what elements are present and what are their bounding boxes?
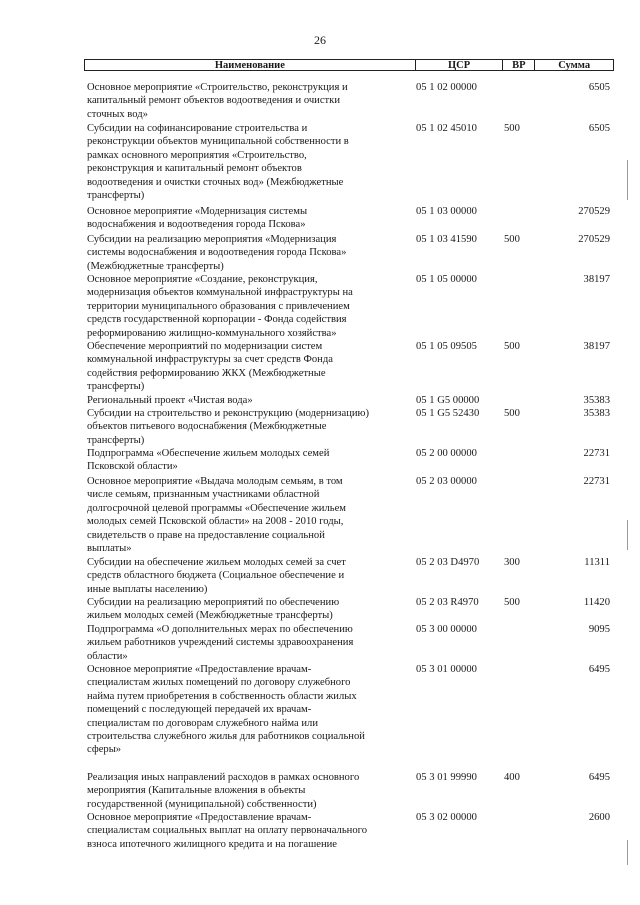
row-name-line: Основное мероприятие «Строительство, реконструкция и bbox=[87, 82, 348, 93]
row-sum: 22731 bbox=[583, 476, 610, 487]
table-row bbox=[84, 447, 614, 474]
row-vr bbox=[504, 394, 536, 407]
row-vr bbox=[504, 273, 536, 340]
row-name-line: иные выплаты населению) bbox=[87, 583, 208, 595]
row-csr: 05 2 03 R4970 bbox=[416, 597, 479, 608]
row-vr: 500 bbox=[504, 341, 520, 352]
row-csr: 05 2 03 D4970 bbox=[416, 557, 480, 568]
row-vr: 500 bbox=[504, 597, 520, 608]
row-csr: 05 1 G5 52430 bbox=[416, 408, 480, 419]
table-row bbox=[84, 205, 614, 232]
row-name-line: Субсидии на реализацию мероприятия «Модернизация bbox=[87, 234, 337, 245]
row-name-line: Основное мероприятие «Выдача молодым семьям, в том bbox=[87, 476, 343, 487]
row-sum: 11311 bbox=[584, 557, 610, 568]
row-name-line: содействия реформированию ЖКХ (Межбюджетные bbox=[87, 367, 326, 379]
row-sum: 6505 bbox=[588, 123, 610, 134]
row-sum: 2600 bbox=[588, 812, 610, 823]
scan-edge-mark bbox=[627, 840, 628, 865]
row-name bbox=[84, 596, 416, 623]
row-name-line: Субсидии на софинансирование строительства и bbox=[87, 123, 308, 134]
row-sum: 6495 bbox=[588, 664, 610, 675]
row-name-line: государственной (муниципальной) собственности) bbox=[87, 798, 317, 810]
row-name-line: Основное мероприятие «Предоставление врачам- bbox=[87, 812, 312, 823]
row-name-line: трансферты) bbox=[87, 434, 145, 446]
row-name-line: коммунальной инфраструктуры за счет средств Фонда bbox=[87, 354, 333, 366]
row-name-line: Обеспечение мероприятий по модернизации систем bbox=[87, 341, 323, 352]
row-sum: 9095 bbox=[588, 624, 610, 635]
row-name bbox=[84, 475, 416, 555]
row-name bbox=[84, 394, 416, 407]
table-row bbox=[84, 623, 614, 663]
row-vr bbox=[504, 205, 536, 232]
row-sum: 35383 bbox=[583, 395, 610, 406]
row-csr: 05 1 G5 00000 bbox=[416, 395, 480, 406]
row-name-line: трансферты) bbox=[87, 381, 145, 393]
header-sum: Сумма bbox=[558, 60, 591, 71]
row-vr: 400 bbox=[504, 772, 520, 783]
row-csr: 05 1 05 09505 bbox=[416, 341, 477, 352]
row-name bbox=[84, 663, 416, 757]
row-csr: 05 3 01 99990 bbox=[416, 772, 477, 783]
row-sum: 35383 bbox=[583, 408, 610, 419]
row-name-line: системы водоснабжения и водоотведения города Пскова» bbox=[87, 247, 347, 259]
row-sum: 6505 bbox=[588, 82, 610, 93]
row-name-line: числе семьям, признанным участниками областной bbox=[87, 489, 320, 501]
row-name-line: (Межбюджетные трансферты) bbox=[87, 260, 224, 272]
row-name-line: объектов питьевого водоснабжения (Межбюджетные bbox=[87, 421, 327, 433]
table-row bbox=[84, 407, 614, 447]
row-name-line: капитальный ремонт объектов водоотведения и очистки bbox=[87, 95, 340, 107]
row-vr bbox=[504, 623, 536, 663]
table-row bbox=[84, 81, 614, 121]
row-name-line: средств областного бюджета (Социальное обеспечение и bbox=[87, 570, 345, 582]
row-vr bbox=[504, 663, 536, 757]
row-name-line: рамках основного мероприятия «Строительство, bbox=[87, 149, 307, 161]
row-name-line: молодых семей Псковской области» на 2008 - 2010 годы, bbox=[87, 516, 344, 528]
header-name: Наименование bbox=[85, 60, 416, 70]
header-vr: ВР bbox=[503, 60, 535, 70]
scan-edge-mark bbox=[627, 520, 628, 550]
row-sum: 38197 bbox=[583, 274, 610, 285]
row-csr: 05 1 03 41590 bbox=[416, 234, 477, 245]
row-name bbox=[84, 122, 416, 202]
row-sum: 6495 bbox=[588, 772, 610, 783]
row-name bbox=[84, 205, 416, 232]
row-vr bbox=[504, 447, 536, 474]
row-name bbox=[84, 273, 416, 340]
row-name-line: Основное мероприятие «Создание, реконструкция, bbox=[87, 274, 318, 285]
row-sum: 38197 bbox=[583, 341, 610, 352]
row-csr: 05 2 00 00000 bbox=[416, 448, 477, 459]
table-row bbox=[84, 663, 614, 757]
row-csr: 05 3 02 00000 bbox=[416, 812, 477, 823]
row-name-line: реконструкции объектов муниципальной собственности в bbox=[87, 136, 349, 148]
row-name-line: помещений с последующей передачей их врачам- bbox=[87, 704, 312, 716]
row-name-line: Псковской области» bbox=[87, 461, 178, 473]
row-vr bbox=[504, 81, 536, 121]
row-name-line: Основное мероприятие «Предоставление врачам- bbox=[87, 664, 312, 675]
table-row bbox=[84, 771, 614, 811]
scan-edge-mark bbox=[627, 160, 628, 200]
row-name-line: Субсидии на строительство и реконструкцию (модернизацию) bbox=[87, 408, 369, 419]
row-name-line: Основное мероприятие «Модернизация системы bbox=[87, 206, 308, 217]
row-name-line: Подпрограмма «Обеспечение жильем молодых семей bbox=[87, 448, 330, 459]
row-name-line: Субсидии на реализацию мероприятий по обеспечению bbox=[87, 597, 340, 608]
row-name-line: взноса ипотечного жилищного кредита и на погашение bbox=[87, 838, 338, 850]
row-vr: 500 bbox=[504, 234, 520, 245]
row-name-line: сферы» bbox=[87, 744, 122, 756]
row-name-line: специалистам жилых помещений по договору служебного bbox=[87, 677, 351, 689]
row-name-line: модернизация объектов коммунальной инфраструктуры на bbox=[87, 287, 353, 299]
row-name-line: средств государственной корпорации - Фонда содействия bbox=[87, 314, 347, 326]
row-name bbox=[84, 811, 416, 851]
row-name-line: сточных вод» bbox=[87, 108, 148, 120]
page-number: 26 bbox=[314, 33, 326, 47]
row-vr bbox=[504, 811, 536, 851]
row-name-line: территории муниципального образования с привлечением bbox=[87, 300, 350, 312]
row-name-line: специалистам по договорам служебного найма или bbox=[87, 717, 318, 729]
table-row bbox=[84, 596, 614, 623]
row-name-line: Подпрограмма «О дополнительных мерах по обеспечению bbox=[87, 624, 353, 635]
row-name-line: Субсидии на обеспечение жильем молодых семей за счет bbox=[87, 557, 346, 568]
row-csr: 05 1 03 00000 bbox=[416, 206, 477, 217]
row-name bbox=[84, 623, 416, 663]
row-sum: 22731 bbox=[583, 448, 610, 459]
row-name bbox=[84, 340, 416, 394]
row-name-line: Реализация иных направлений расходов в рамках основного bbox=[87, 772, 360, 783]
row-name-line: реконструкция и капитальный ремонт объектов bbox=[87, 163, 302, 175]
row-csr: 05 1 05 00000 bbox=[416, 274, 477, 285]
row-name bbox=[84, 407, 416, 447]
table-row bbox=[84, 811, 614, 851]
table-row bbox=[84, 233, 614, 273]
table-row bbox=[84, 340, 614, 394]
table-row bbox=[84, 122, 614, 202]
row-name-line: строительства служебного жилья для работников социальной bbox=[87, 731, 365, 743]
table-row bbox=[84, 394, 614, 407]
row-name-line: области» bbox=[87, 650, 128, 662]
row-name-line: водоотведения и очистки сточных вод» (Межбюджетные bbox=[87, 176, 344, 188]
row-name bbox=[84, 447, 416, 474]
row-name bbox=[84, 556, 416, 596]
row-vr: 300 bbox=[504, 557, 520, 568]
row-sum: 270529 bbox=[578, 234, 610, 245]
row-csr: 05 1 02 45010 bbox=[416, 123, 477, 134]
table-row bbox=[84, 273, 614, 340]
table-header bbox=[84, 59, 614, 71]
row-name-line: реформированию жилищно-коммунального хозяйства» bbox=[87, 327, 337, 339]
row-name-line: свидетельств о праве на предоставление социальной bbox=[87, 529, 325, 541]
row-name-line: найма путем приобретения в собственность области жилых bbox=[87, 690, 357, 702]
row-csr: 05 1 02 00000 bbox=[416, 82, 477, 93]
row-name-line: выплаты» bbox=[87, 543, 132, 555]
row-sum: 11420 bbox=[583, 597, 610, 608]
row-name-line: водоснабжения и водоотведения города Пскова» bbox=[87, 219, 306, 231]
row-vr bbox=[504, 475, 536, 555]
row-name bbox=[84, 233, 416, 273]
row-csr: 05 3 00 00000 bbox=[416, 624, 477, 635]
row-csr: 05 2 03 00000 bbox=[416, 476, 477, 487]
row-name bbox=[84, 771, 416, 811]
row-vr: 500 bbox=[504, 123, 520, 134]
row-vr: 500 bbox=[504, 408, 520, 419]
row-name-line: мероприятия (Капитальные вложения в объекты bbox=[87, 785, 306, 797]
row-name-line: долгосрочной целевой программы «Обеспечение жильем bbox=[87, 502, 346, 514]
row-sum: 270529 bbox=[578, 206, 610, 217]
budget-table bbox=[84, 59, 614, 850]
table-row bbox=[84, 475, 614, 555]
row-csr: 05 3 01 00000 bbox=[416, 664, 477, 675]
table-row bbox=[84, 556, 614, 596]
row-name bbox=[84, 81, 416, 121]
row-name-line: Региональный проект «Чистая вода» bbox=[87, 395, 253, 406]
row-name-line: трансферты) bbox=[87, 190, 145, 202]
row-name-line: специалистам социальных выплат на оплату первоначального bbox=[87, 825, 368, 837]
row-name-line: жильем молодых семей (Межбюджетные трансферты) bbox=[87, 610, 333, 622]
row-name-line: жильем работников учреждений системы здравоохранения bbox=[87, 637, 354, 649]
header-csr: ЦСР bbox=[416, 60, 504, 70]
